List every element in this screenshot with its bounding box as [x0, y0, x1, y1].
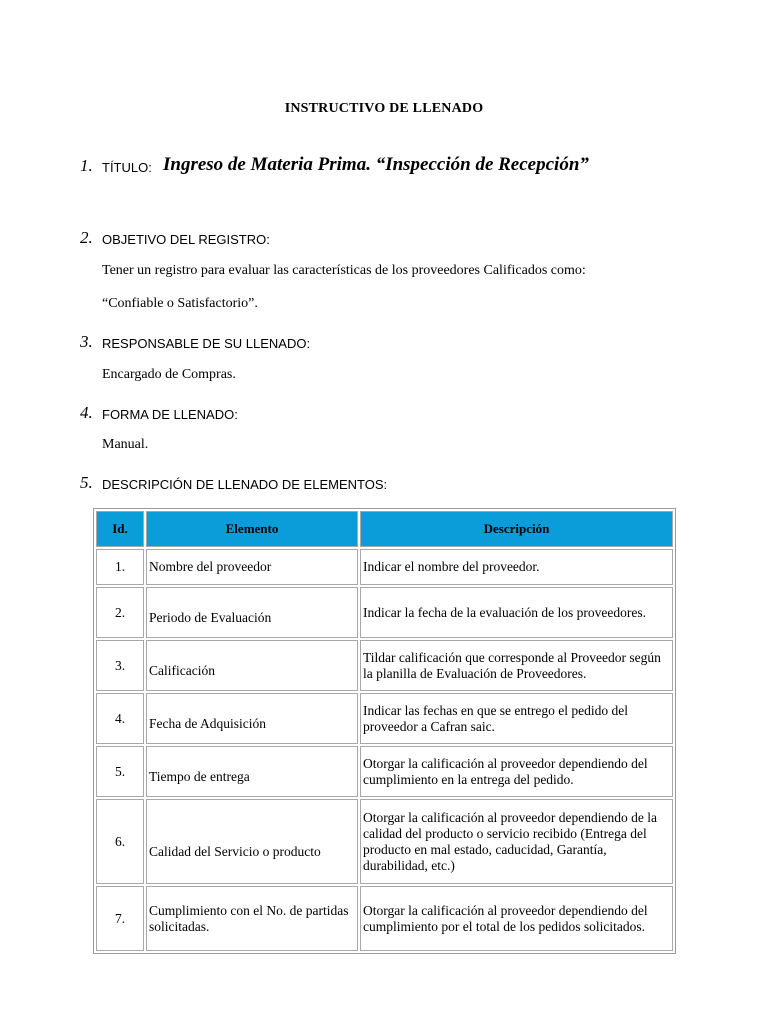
section-label: FORMA DE LLENADO:	[102, 407, 238, 422]
section-label: TÍTULO:	[102, 160, 152, 175]
row-description: Indicar el nombre del proveedor.	[360, 549, 673, 585]
row-description: Otorgar la calificación al proveedor dependiendo del cumplimiento en la entrega del pedido.	[360, 746, 673, 797]
row-description: Otorgar la calificación al proveedor dependiendo del cumplimiento por el total de los pedidos solicitados.	[360, 886, 673, 951]
section-2-paragraph-1: Tener un registro para evaluar las características de los proveedores Calificados como:	[102, 263, 586, 278]
table-header-row	[96, 511, 673, 547]
row-description: Indicar la fecha de la evaluación de los proveedores.	[360, 587, 673, 638]
row-element: Tiempo de entrega	[146, 746, 358, 797]
row-element: Calificación	[146, 640, 358, 691]
row-element: Nombre del proveedor	[146, 549, 358, 585]
table-row	[96, 746, 673, 797]
column-header-element: Elemento	[146, 511, 358, 547]
row-element: Periodo de Evaluación	[146, 587, 358, 638]
row-description: Indicar las fechas en que se entrego el pedido del proveedor a Cafran saic.	[360, 693, 673, 744]
table-row	[96, 549, 673, 585]
section-number: 4.	[80, 403, 93, 422]
row-id: 2.	[96, 587, 144, 638]
row-id: 6.	[96, 799, 144, 884]
section-number: 2.	[80, 228, 93, 247]
section-number: 1.	[80, 156, 93, 175]
row-id: 5.	[96, 746, 144, 797]
section-4-paragraph: Manual.	[102, 437, 149, 452]
table-row	[96, 693, 673, 744]
table-row	[96, 640, 673, 691]
section-label: OBJETIVO DEL REGISTRO:	[102, 232, 270, 247]
row-description: Otorgar la calificación al proveedor dependiendo de la calidad del producto o servicio recibido (Entrega del producto en mal estado, caducidad, Garantía, durabilidad, etc.)	[360, 799, 673, 884]
column-header-description: Descripción	[360, 511, 673, 547]
row-element: Cumplimiento con el No. de partidas solicitadas.	[146, 886, 358, 951]
column-header-id: Id.	[96, 511, 144, 547]
table-row	[96, 799, 673, 884]
row-id: 3.	[96, 640, 144, 691]
section-2-paragraph-2: “Confiable o Satisfactorio”.	[102, 296, 258, 311]
section-number: 3.	[80, 332, 93, 351]
document-title: INSTRUCTIVO DE LLENADO	[284, 101, 484, 116]
table-row	[96, 587, 673, 638]
section-label: DESCRIPCIÓN DE LLENADO DE ELEMENTOS:	[102, 477, 388, 492]
row-id: 4.	[96, 693, 144, 744]
section-title-emphasis: Ingreso de Materia Prima. “Inspección de Recepción”	[163, 154, 589, 175]
row-id: 1.	[96, 549, 144, 585]
section-3-paragraph: Encargado de Compras.	[102, 367, 236, 382]
table-row	[96, 886, 673, 951]
row-description: Tildar calificación que corresponde al Proveedor según la planilla de Evaluación de Proveedores.	[360, 640, 673, 691]
row-id: 7.	[96, 886, 144, 951]
elements-table	[93, 508, 676, 954]
section-label: RESPONSABLE DE SU LLENADO:	[102, 336, 311, 351]
row-element: Calidad del Servicio o producto	[146, 799, 358, 884]
row-element: Fecha de Adquisición	[146, 693, 358, 744]
section-number: 5.	[80, 473, 93, 492]
